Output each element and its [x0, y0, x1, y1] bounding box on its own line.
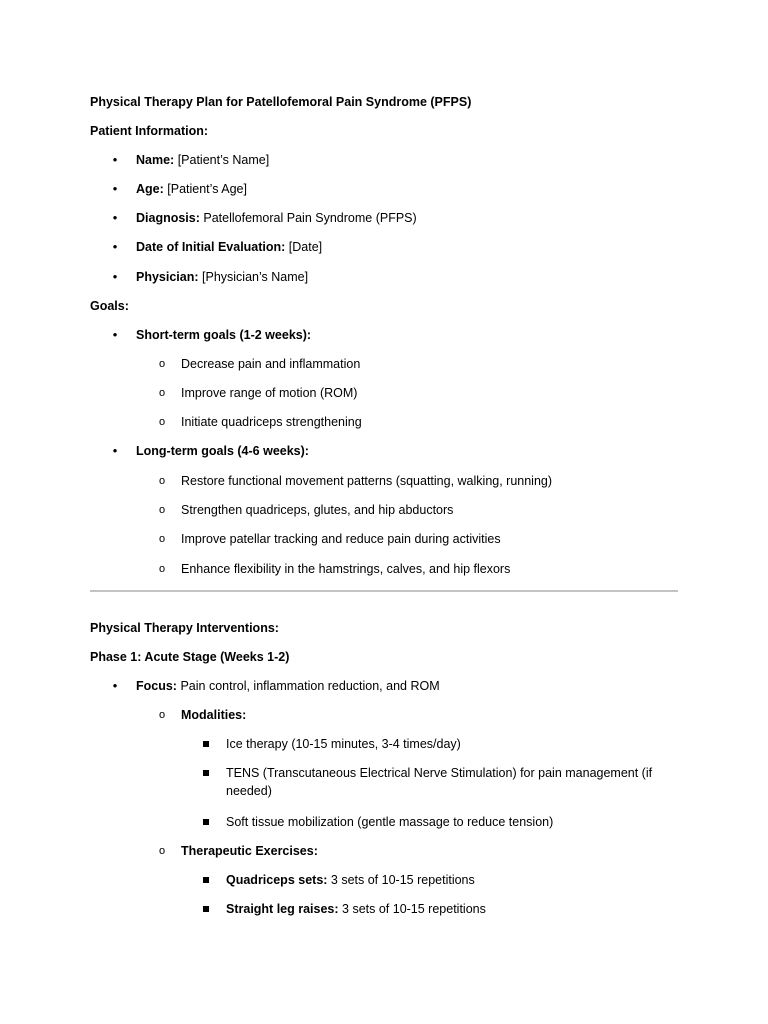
- list-item: [136, 151, 269, 169]
- list-item: TENS (Transcutaneous Electrical Nerve Stimulation) for pain management (if needed): [226, 766, 653, 798]
- square-bullet-icon: [203, 741, 209, 747]
- item-value: [Patient’s Age]: [163, 182, 247, 196]
- section-divider: [90, 590, 678, 592]
- list-item: Improve patellar tracking and reduce pain during activities: [181, 532, 501, 546]
- bullet: •: [112, 152, 118, 167]
- bullet: o: [158, 475, 166, 487]
- bullet: o: [158, 416, 166, 428]
- bullet: •: [112, 210, 118, 225]
- bullet: o: [158, 709, 166, 721]
- goals-heading: Goals:: [90, 299, 129, 313]
- bullet: •: [112, 327, 118, 342]
- item-label: Physician:: [136, 270, 199, 284]
- phase1-heading: Phase 1: Acute Stage (Weeks 1-2): [90, 650, 290, 664]
- list-item: Decrease pain and inflammation: [181, 357, 361, 371]
- square-bullet-icon: [203, 906, 209, 912]
- interventions-heading: Physical Therapy Interventions:: [90, 621, 279, 635]
- bullet: •: [112, 269, 118, 284]
- item-label: Quadriceps sets:: [226, 873, 328, 887]
- item-value: [Physician’s Name]: [198, 270, 309, 284]
- list-item: Initiate quadriceps strengthening: [181, 415, 362, 429]
- focus-value: Pain control, inflammation reduction, and ROM: [176, 679, 440, 693]
- short-term-goals-label: Short-term goals (1-2 weeks):: [136, 328, 312, 342]
- item-value: 3 sets of 10-15 repetitions: [338, 902, 486, 916]
- item-label: Date of Initial Evaluation:: [136, 240, 286, 254]
- list-item: Restore functional movement patterns (squatting, walking, running): [181, 474, 553, 488]
- list-item: Ice therapy (10-15 minutes, 3-4 times/day): [226, 737, 461, 751]
- document-title: Physical Therapy Plan for Patellofemoral Pain Syndrome (PFPS): [90, 95, 472, 109]
- list-item: Strengthen quadriceps, glutes, and hip abductors: [181, 503, 454, 517]
- bullet: •: [112, 239, 118, 254]
- square-bullet-icon: [203, 819, 209, 825]
- list-item: [226, 900, 486, 918]
- list-item: [136, 180, 247, 198]
- bullet: •: [112, 181, 118, 196]
- item-label: Age:: [136, 182, 164, 196]
- bullet: •: [112, 443, 118, 458]
- item-label: Straight leg raises:: [226, 902, 339, 916]
- item-value: [Patient’s Name]: [174, 153, 270, 167]
- list-item: Improve range of motion (ROM): [181, 386, 358, 400]
- list-item: [136, 238, 322, 256]
- list-item: Soft tissue mobilization (gentle massage to reduce tension): [226, 815, 554, 829]
- therapeutic-exercises-label: Therapeutic Exercises:: [181, 844, 318, 858]
- list-item: [226, 871, 475, 889]
- bullet: o: [158, 358, 166, 370]
- list-item: [136, 268, 308, 286]
- item-value: [Date]: [285, 240, 323, 254]
- square-bullet-icon: [203, 770, 209, 776]
- square-bullet-icon: [203, 877, 209, 883]
- item-value: Patellofemoral Pain Syndrome (PFPS): [199, 211, 417, 225]
- list-item: [136, 209, 417, 227]
- item-label: Name:: [136, 153, 175, 167]
- bullet: o: [158, 533, 166, 545]
- patient-info-heading: Patient Information:: [90, 124, 209, 138]
- bullet: o: [158, 845, 166, 857]
- modalities-label: Modalities:: [181, 708, 247, 722]
- item-label: Diagnosis:: [136, 211, 200, 225]
- long-term-goals-label: Long-term goals (4-6 weeks):: [136, 444, 309, 458]
- item-value: 3 sets of 10-15 repetitions: [327, 873, 475, 887]
- bullet: o: [158, 387, 166, 399]
- list-item: Enhance flexibility in the hamstrings, calves, and hip flexors: [181, 562, 511, 576]
- focus-item: [136, 677, 440, 695]
- bullet: o: [158, 504, 166, 516]
- focus-label: Focus:: [136, 679, 177, 693]
- bullet: •: [112, 678, 118, 693]
- bullet: o: [158, 563, 166, 575]
